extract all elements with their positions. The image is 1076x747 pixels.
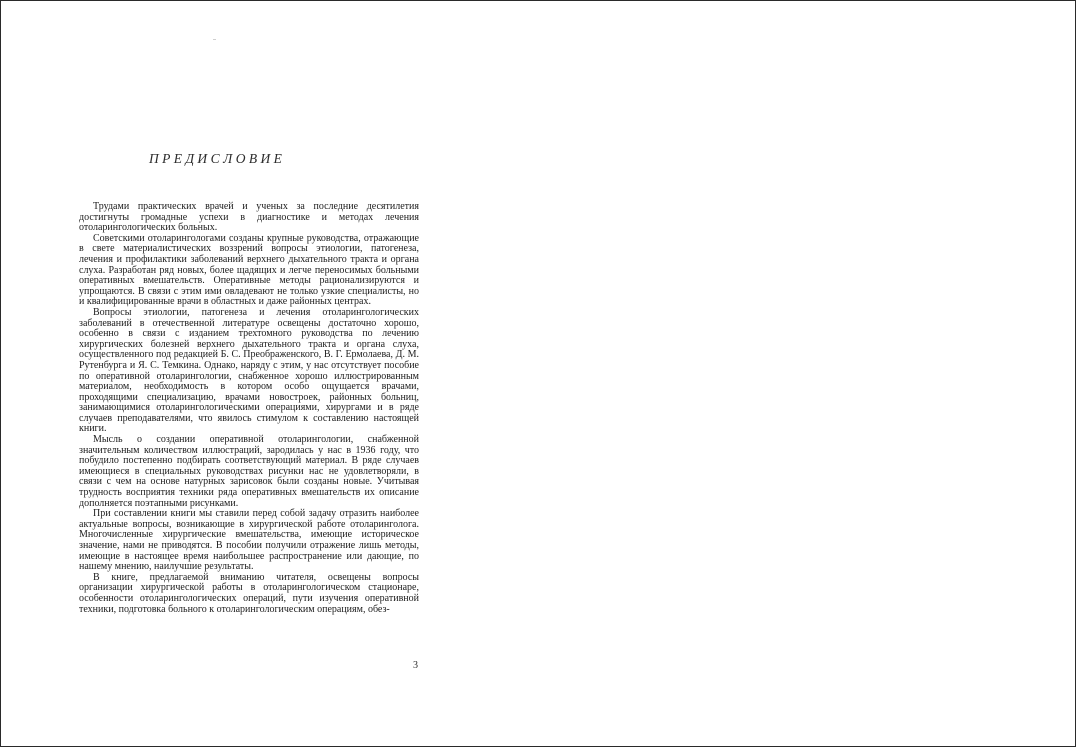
paragraph-1: Трудами практических врачей и ученых за последние десятилетия достигнуты громадные успехи в диагностике и методах лечения отоларингологических больных. (79, 201, 419, 234)
body-text (79, 202, 419, 615)
paragraph-5: При составлении книги мы ставили перед собой задачу отразить наиболее актуальные вопросы, возникающие в хирургической работе отоларинголога. Многочисленные хирургические вмешательства, имеющие историческое значение, нами не приводятся. В пособии получили отражение лишь методы, имеющие в настоящее время наибольшее распространение или дающие, по нашему мнению, наилучшие результаты. (79, 508, 419, 573)
paragraph-2: Советскими отоларингологами созданы крупные руководства, отражающие в свете материалистических воззрений вопросы этиологии, патогенеза, лечения и профилактики заболеваний верхнего дыхательного тракта и органа слуха. Разработан ряд новых, более щадящих и легче переносимых больными оперативных вмешательств. Оперативные методы рационализируются и упрощаются. В связи с этим ими овладевают не только узкие специалисты, но и квалифицированные врачи в областных и даже районных центрах. (79, 232, 419, 308)
page-title: ПРЕДИСЛОВИЕ (149, 151, 286, 166)
paragraph-3: Вопросы этиологии, патогенеза и лечения отоларингологических заболеваний в отечественной литературе освещены достаточно хорошо, особенно в связи с изданием трехтомного руководства по лечению хирургических болезней верхнего дыхательного тракта и органа слуха, осуществленного под редакцией Б. С. Преображенского, В. Г. Ермолаева, Д. М. Рутенбурга и Я. С. Темкина. Однако, наряду с этим, у нас отсутствует пособие по оперативной отоларингологии, снабженное хорошо иллюстрированным материалом, необходимость в котором особо ощущается врачами, проходящими специализацию, врачами новостроек, районных больниц, занимающимися отоларингологическими операциями, хирургами и в ряде случаев преподавателями, что явилось стимулом к составлению настоящей книги. (79, 306, 419, 435)
scan-speck (213, 39, 216, 40)
book-page (73, 31, 423, 731)
page-number: 3 (413, 660, 418, 671)
paragraph-4: Мысль о создании оперативной отоларингологии, снабженной значительным количеством иллюстраций, зародилась у нас в 1936 году, что побудило постепенно подбирать соответствующий материал. В ряде случаев имеющиеся в специальных руководствах рисунки нас не удовлетворяли, в связи с чем на основе натурных зарисовок были созданы новые. Учитывая трудность восприятия техники ряда оперативных вмешательств их описание дополняется поэтапными рисунками. (79, 434, 419, 509)
paragraph-6: В книге, предлагаемой вниманию читателя, освещены вопросы организации хирургической работы в отоларингологическом стационаре, особенности отоларингологических операций, пути изучения оперативной техники, подготовка больного к отоларингологическим операциям, обез- (79, 571, 419, 615)
